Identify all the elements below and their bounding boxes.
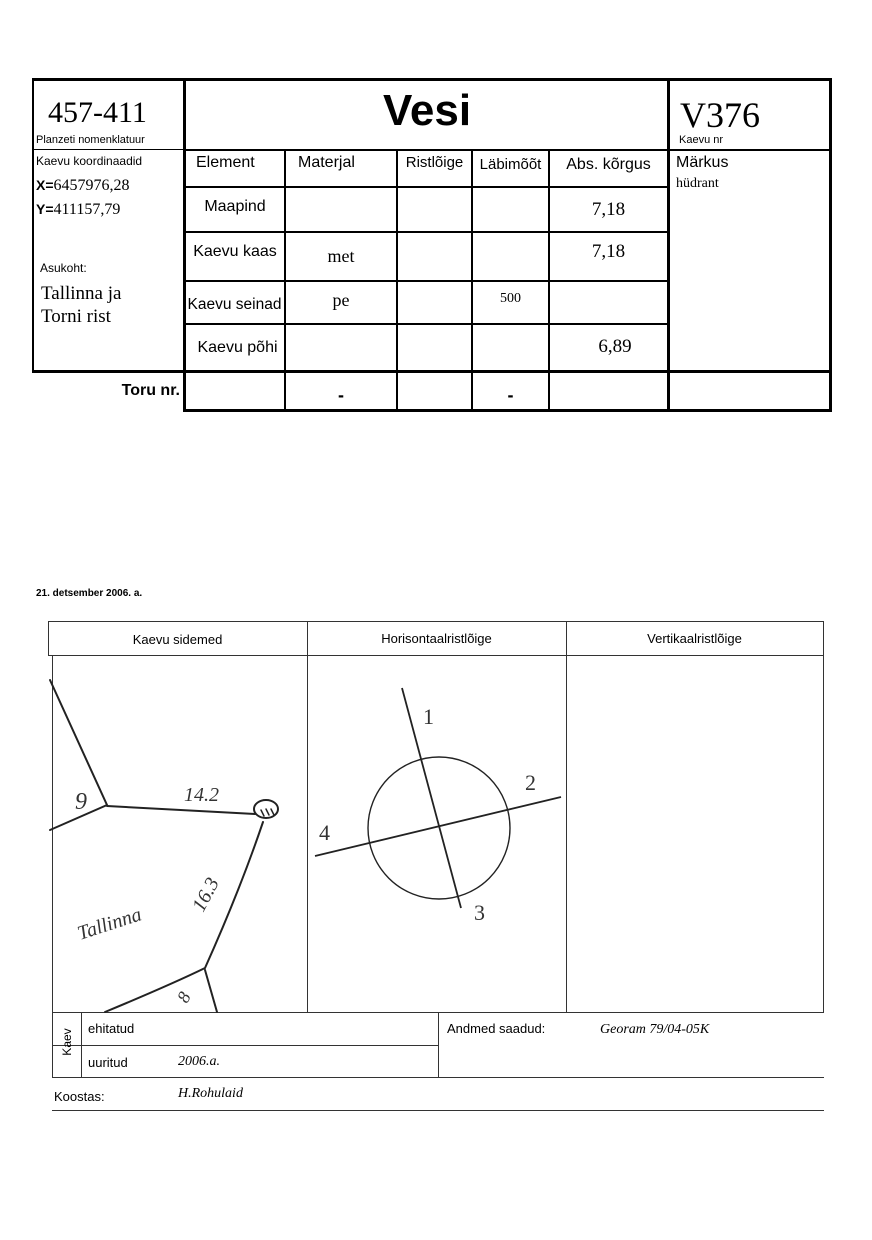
- x-value: 6457976,28: [53, 177, 130, 194]
- header-cross-section: Ristlõige: [405, 154, 464, 171]
- author-label: Koostas:: [54, 1089, 105, 1104]
- document-date: 21. detsember 2006. a.: [36, 588, 143, 599]
- remarks-label: Märkus: [676, 154, 729, 171]
- built-label: ehitatud: [88, 1021, 135, 1036]
- surveyed-value: 2006.a.: [178, 1054, 220, 1069]
- row-abs-height: 6,89: [598, 336, 632, 357]
- axis-label-4: 4: [319, 820, 330, 845]
- tie-distance-2: 16.3: [187, 874, 224, 916]
- pipe-value: -: [507, 385, 514, 405]
- row-abs-height: 7,18: [591, 241, 626, 262]
- header-element: Element: [196, 154, 255, 171]
- panel-title-ties: Kaevu sidemed: [132, 632, 223, 647]
- row-element: Maapind: [204, 198, 266, 215]
- tie-label-eight: 8: [172, 988, 195, 1006]
- data-source-value: Georam 79/04-05K: [600, 1022, 710, 1037]
- row-element: Kaevu seinad: [187, 296, 282, 313]
- header-diameter: Läbimõõt: [479, 156, 542, 173]
- location-label: Asukoht:: [40, 261, 87, 275]
- tie-distance-1: 14.2: [184, 784, 219, 806]
- data-source-label: Andmed saadud:: [447, 1021, 546, 1036]
- y-value: 411157,79: [53, 201, 121, 218]
- author-value: H.Rohulaid: [178, 1086, 243, 1101]
- remarks-value: hüdrant: [676, 176, 719, 191]
- well-number: V376: [680, 95, 760, 135]
- axis-label-1: 1: [423, 704, 434, 729]
- pipe-label: Toru nr.: [121, 382, 180, 399]
- row-material: pe: [332, 290, 350, 310]
- header-abs-height: Abs. kõrgus: [566, 156, 651, 173]
- row-diameter: 500: [500, 291, 521, 306]
- axis-label-3: 3: [474, 900, 485, 925]
- row-material: met: [327, 246, 355, 266]
- x-label: X=: [36, 177, 54, 193]
- pipe-value: -: [338, 385, 344, 405]
- panel-title-horizontal: Horisontaalristlõige: [381, 631, 492, 646]
- coordinates-label: Kaevu koordinaadid: [36, 154, 143, 168]
- well-side-label: Kaev: [60, 1028, 74, 1056]
- surveyed-label: uuritud: [88, 1055, 128, 1070]
- nomenclature-value: 457-411: [48, 96, 147, 129]
- location-line-2: Torni rist: [41, 306, 111, 327]
- y-label: Y=: [36, 201, 54, 217]
- tie-label-nine: 9: [75, 789, 87, 815]
- row-element: Kaevu kaas: [193, 243, 277, 260]
- axis-label-2: 2: [525, 770, 536, 795]
- panel-title-vertical: Vertikaalristlõige: [647, 631, 742, 646]
- well-number-label: Kaevu nr: [679, 134, 724, 146]
- page-title: Vesi: [382, 86, 472, 135]
- tie-street-name: Tallinna: [74, 903, 145, 945]
- nomenclature-label: Planzeti nomenklatuur: [36, 134, 145, 146]
- row-element: Kaevu põhi: [197, 339, 278, 356]
- location-line-1: Tallinna ja: [41, 283, 122, 304]
- row-abs-height: 7,18: [591, 199, 626, 220]
- header-material: Materjal: [298, 154, 355, 171]
